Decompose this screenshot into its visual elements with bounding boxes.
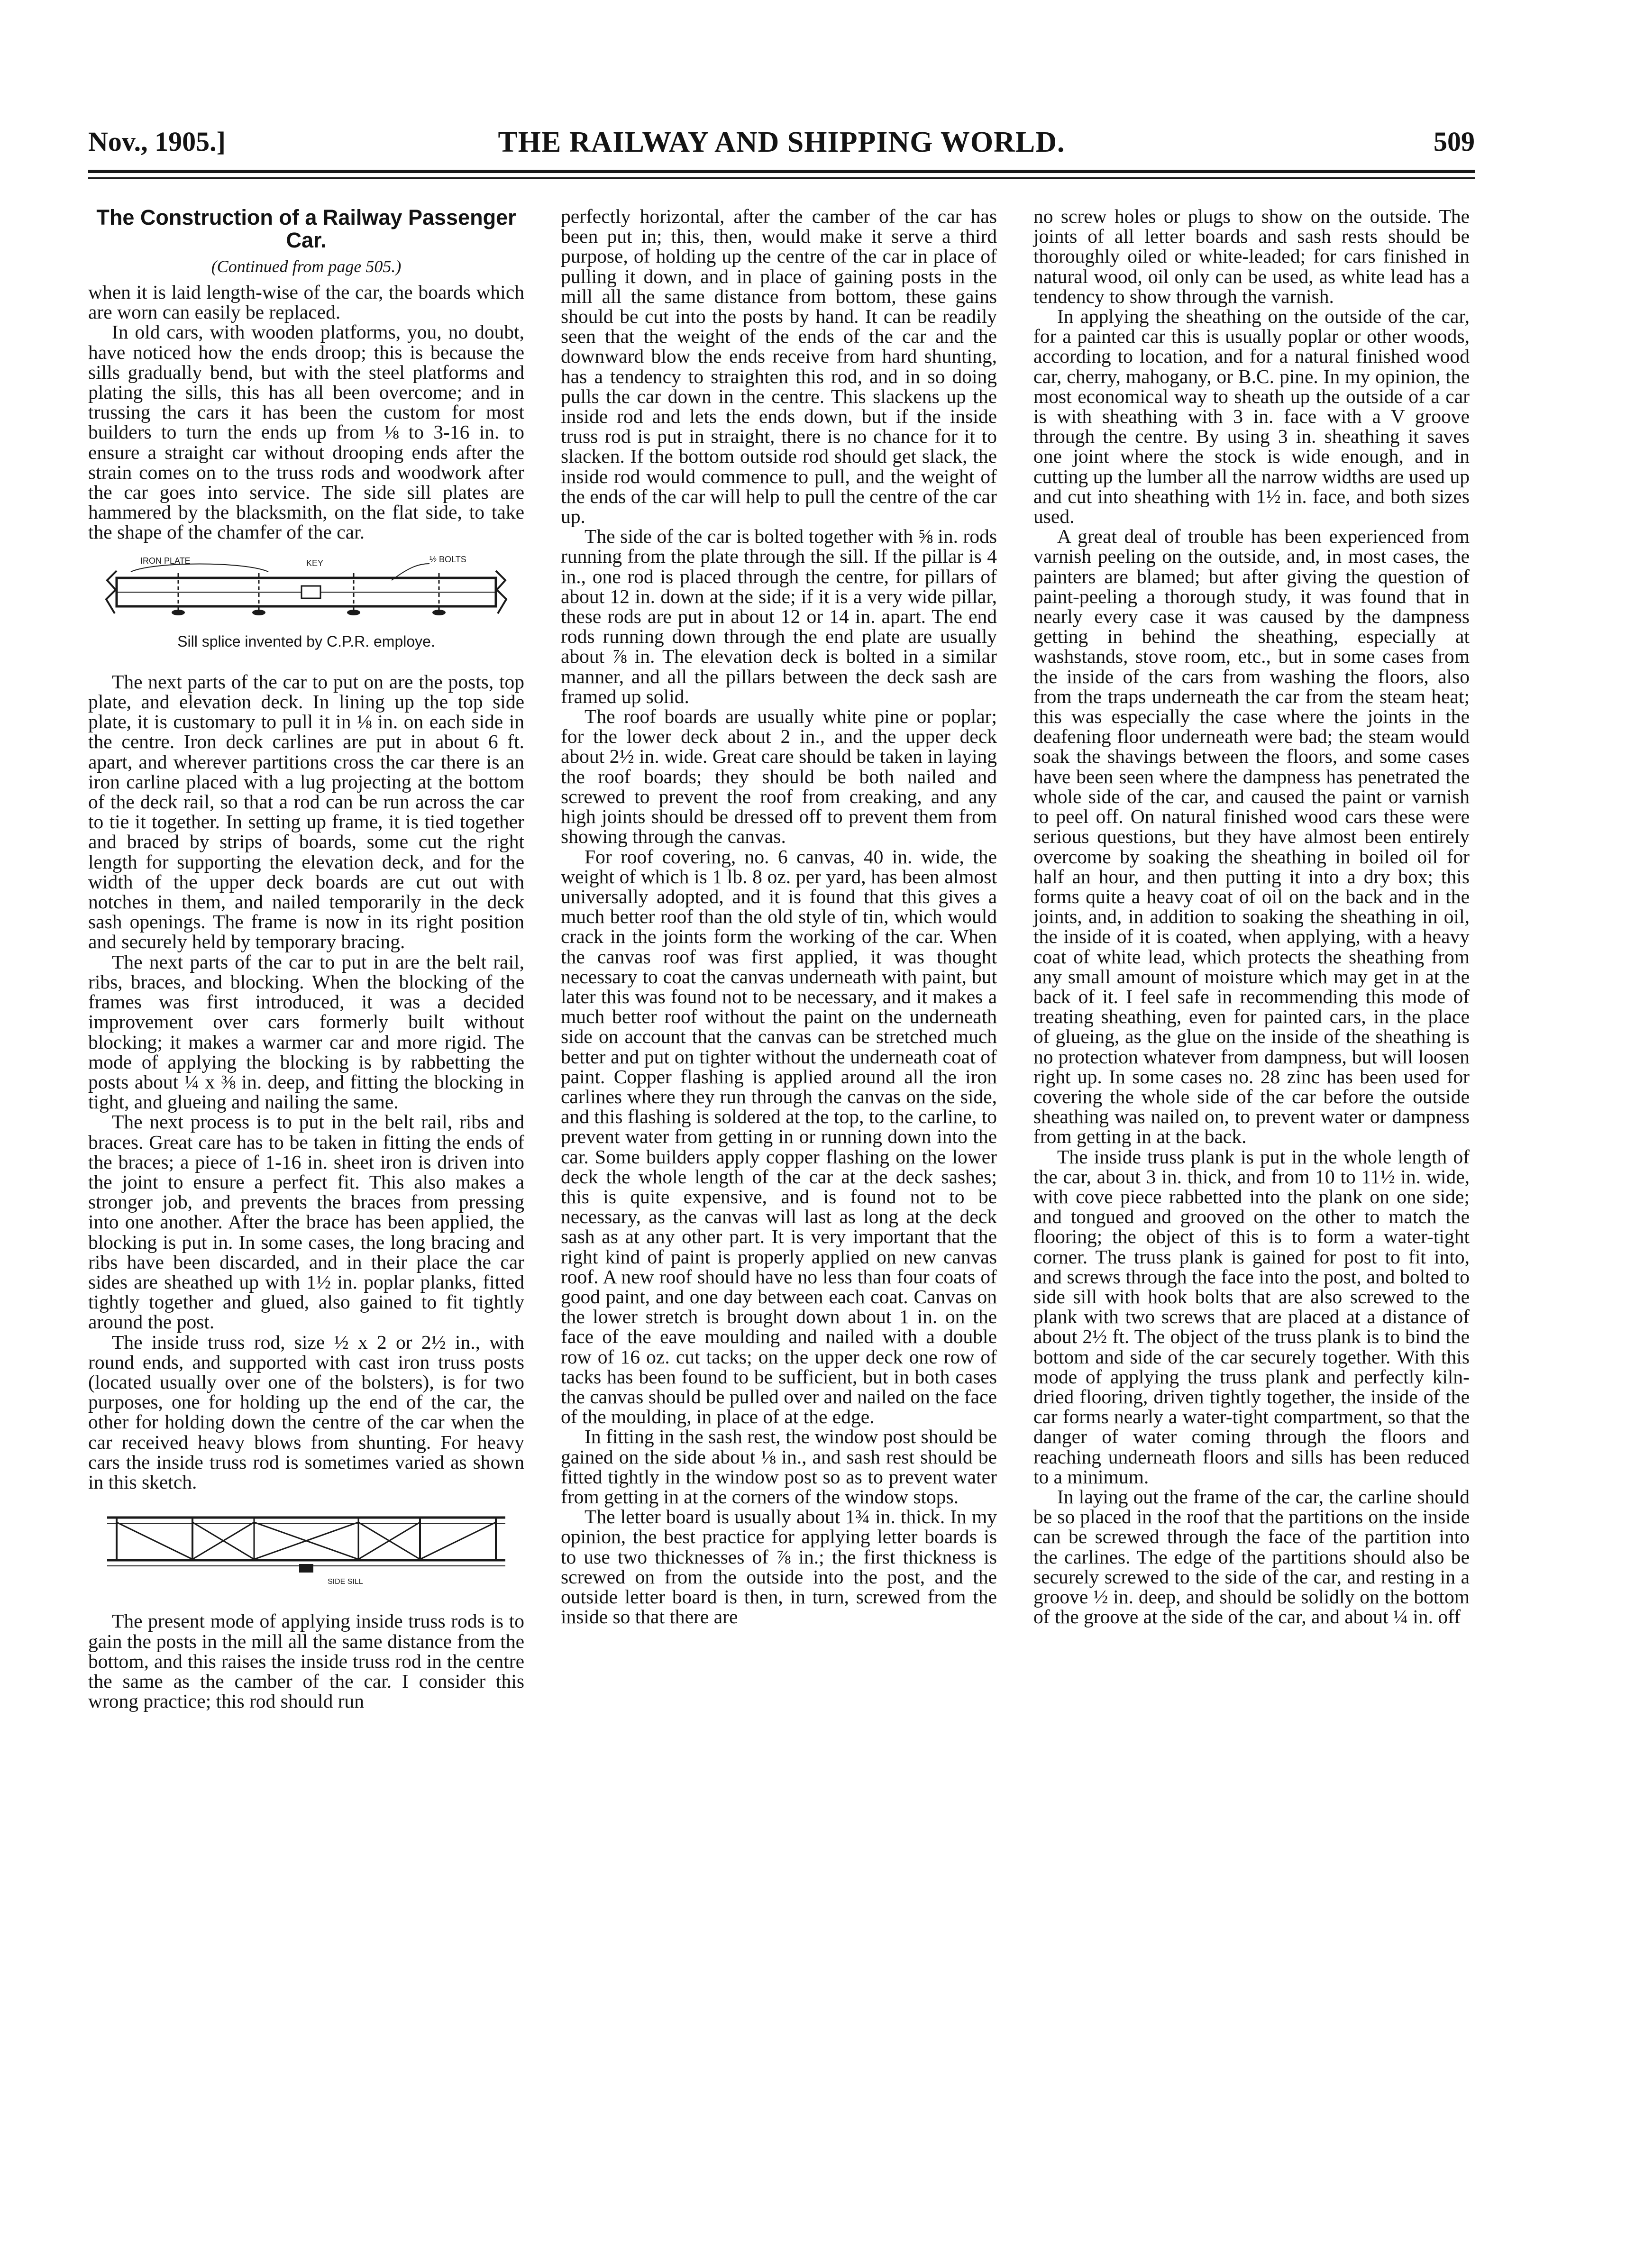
paragraph: The next parts of the car to put in are the belt rail, ribs, braces, and blocking. When the blocking of the frames was first introduced, it was a decided improvement over cars formerly built without blocking; it makes a warmer car and more rigid. The mode of applying the blocking is by rabbetting the posts about ¼ x ⅜ in. deep, and fitting the blocking in tight, and glueing and nailing the same.: [88, 951, 524, 1113]
paragraph: The next process is to put in the belt rail, ribs and braces. Great care has to be taken in fitting the ends of the braces; a piece of 1-16 in. sheet iron is driven into the joint to ensure a perfect fit. This also makes a stronger job, and prevents the braces from pressing into one another. After the brace has been applied, the blocking is put in. In some cases, the long bracing and ribs have been discarded, and in their place the car sides are sheathed up with 1½ in. poplar planks, fitted tightly together and glued, also gained to fit tightly around the post.: [88, 1111, 524, 1333]
continued-note: (Continued from page 505.): [211, 257, 402, 276]
bolts-label: ½ BOLTS: [429, 554, 466, 564]
article-title: The Construction of a Railway Passenger Car.: [96, 205, 516, 252]
header-rule-thin: [88, 177, 1475, 179]
paragraph: The next parts of the car to put on are the posts, top plate, and elevation deck. In lining up the top side plate, it is customary to pull it in ⅛ in. on each side in the centre. Iron deck carlines are put in about 6 ft. apart, and wherever partitions cross the car there is an iron carline placed with a lug projecting at the bottom of the deck rail, so that a rod can be run across the car to tie it together. In setting up frame, it is tied together and braced by strips of boards, some cut the right length for supporting the elevation deck, and for the width of the upper deck boards are cut out with notches in them, and nailed temporarily in the deck sash openings. The frame is now in its right position and securely held by temporary bracing.: [88, 670, 524, 953]
key-label: KEY: [306, 558, 324, 568]
paragraph: The side of the car is bolted together with ⅝ in. rods running from the plate through the sill. If the pillar is 4 in., one rod is placed through the centre, for pillars of about 12 in. down at the side; if it is a very wide pillar, these rods are put in about 12 or 14 in. apart. The end rods running down through the end plate are usually about ⅞ in. The elevation deck is bolted in a similar manner, and all the pillars between the deck sash are framed up solid.: [561, 525, 997, 707]
truss-rod-figure: [88, 1508, 524, 1592]
paragraph: The roof boards are usually white pine or poplar; for the lower deck about 2 in., and the upper deck about 2½ in. wide. Great care should be taken in laying the roof boards; they should be both nailed and screwed to prevent the roof from creaking, and any high joints should be dressed off to prevent them from showing through the canvas.: [561, 705, 997, 848]
column-3: [1033, 206, 1470, 1627]
paragraph: A great deal of trouble has been experienced from varnish peeling on the outside, and, in most cases, the painters are blamed; but after giving the question of paint-peeling a thorough study, it was found that in nearly every case it was caused by the dampness getting in behind the sheathing, especially at washstands, stove room, etc., but in some cases from the inside of the cars from washing the floors, also from the traps underneath the car from the steam heat; this was especially the case where the joints in the deafening floor underneath were bad; the steam would soak the shavings between the floors, and some cases have been seen where the dampness has penetrated the whole side of the car, and caused the paint or varnish to peel off. On natural finished wood cars these were serious questions, but they have almost been entirely overcome by soaking the sheathing in boiled oil for half an hour, and then putting it into a dry box; this forms quite a heavy coat of oil on the back and in the joints, and, in addition to soaking the sheathing in oil, the inside of it is coated, when applying, with a heavy coat of white lead, which protects the sheathing from any small amount of moisture which may get in at the back of it. I feel safe in recommending this mode of treating sheathing, even for painted cars, in the place of glueing, as the glue on the inside of the sheathing is no protection whatever from dampness, but will loosen right up. In some cases no. 28 zinc has been used for covering the whole side of the car before the outside sheathing was nailed on, to prevent water or dampness from getting in at the back.: [1033, 525, 1470, 1148]
paragraph: perfectly horizontal, after the camber of the car has been put in; this, then, would make it serve a third purpose, of holding up the centre of the car in place of pulling it down, and in place of gaining posts in the mill all the same distance from bottom, these gains should be cut into the posts by hand. It can be readily seen that the weight of the ends of the car and the downward blow the ends receive from hard shunting, has a tendency to straighten this rod, and in so doing pulls the car down in the centre. This slackens up the inside rod and lets the ends down, but if the inside truss rod is put in straight, there is no chance for it to slacken. If the bottom outside rod should get slack, the inside rod would commence to pull, and the weight of the ends of the car will help to pull the centre of the car up.: [561, 205, 997, 528]
issue-date: Nov., 1905.]: [88, 126, 226, 157]
paragraph: The letter board is usually about 1¾ in. thick. In my opinion, the best practice for applying letter boards is to use two thicknesses of ⅞ in.; the first thickness is screwed on from the outside into the post, and the outside letter board is then, in turn, screwed from the inside so that there are: [561, 1506, 997, 1628]
truss-rod-drawing: [88, 1508, 524, 1589]
paragraph: The inside truss plank is put in the whole length of the car, about 3 in. thick, and from 10 to 11½ in. wide, with cove piece rabbetted into the plank on one side; and tongued and grooved on the other to match the flooring; the object of this is to form a water-tight corner. The truss plank is gained for post to fit into, and screws through the face into the post, and bolted to side sill with hook bolts that are also screwed to the plank with two screws that are placed at a distance of about 2½ ft. The object of the truss plank is to bind the bottom and side of the car securely together. With this mode of applying the truss plank and perfectly kiln-dried flooring, driven tightly together, the inside of the car forms nearly a water-tight compartment, so that the danger of water coming through the floors and reaching underneath floors and sills has been reduced to a minimum.: [1033, 1145, 1470, 1488]
paragraph: In old cars, with wooden platforms, you, no doubt, have noticed how the ends droop; this is because the sills gradually bend, but with the steel platforms and plating the sills, this has all been overcome; and in trussing the cars it has been the custom for most builders to turn the ends up from ⅛ to 3-16 in. to ensure a straight car without drooping ends after the strain comes on to the truss rods and woodwork after the car goes into service. The side sill plates are hammered by the blacksmith, on the flat side, to take the shape of the chamfer of the car.: [88, 321, 524, 543]
publication-title: THE RAILWAY AND SHIPPING WORLD.: [498, 126, 1065, 158]
side-sill-label: SIDE SILL: [328, 1578, 363, 1586]
paragraph: The inside truss rod, size ½ x 2 or 2½ in., with round ends, and supported with cast iron truss posts (located usually over one of the bolsters), is for two purposes, one for holding up the end of the car, the other for holding down the centre of the car when the car received heavy blows from shunting. For heavy cars the inside truss rod is sometimes varied as shown in this sketch.: [88, 1331, 524, 1493]
sill-splice-figure: [88, 552, 524, 651]
column-1: [88, 206, 524, 1711]
paragraph: For roof covering, no. 6 canvas, 40 in. wide, the weight of which is 1 lb. 8 oz. per yard, has been almost universally adopted, and it is found that this gives a much better roof than the old style of tin, which would crack in the joints form the working of the car. When the canvas roof was first applied, it was thought necessary to coat the canvas underneath with paint, but later this was found not to be necessary, and it makes a much better roof without the paint on the underneath side on account that the canvas can be stretched much better and put on tighter without the underneath coat of paint. Copper flashing is applied around all the iron carlines where they run through the canvas on the side, and this flashing is soldered at the top, to the carline, to prevent water from getting in or running down into the car. Some builders apply copper flashing on the lower deck the whole length of the car at the deck sashes; this is quite expensive, and is found not to be necessary, as the canvas will last as long at the deck sash as at any other part. It is very important that the right kind of paint is properly applied on new canvas roof. A new roof should have no less than four coats of good paint, and one day between each coat. Canvas on the lower stretch is brought down about 1 in. on the face of the eave moulding and nailed with a double row of 16 oz. cut tacks; on the upper deck one row of tacks has been found to be sufficient, but in both cases the canvas should be pulled over and nailed on the face of the moulding, in place of at the edge.: [561, 845, 997, 1428]
paragraph: In laying out the frame of the car, the carline should be so placed in the roof that the partitions on the inside can be screwed through the face of the partition into the carlines. The edge of the partitions should also be securely screwed to the side of the car, and resting in a groove ½ in. deep, and should be solidly on the bottom of the groove at the side of the car, and about ¼ in. off: [1033, 1486, 1470, 1628]
paragraph: when it is laid length-wise of the car, the boards which are worn can easily be replaced.: [88, 281, 524, 323]
paragraph: In fitting in the sash rest, the window post should be gained on the side about ⅛ in., and sash rest should be fitted tightly in the window post so as to prevent water from getting in at the corners of the window stops.: [561, 1426, 997, 1508]
paragraph: The present mode of applying inside truss rods is to gain the posts in the mill all the same distance from the bottom, and this raises the inside truss rod in the centre the same as the camber of the car. I consider this wrong practice; this rod should run: [88, 1610, 524, 1712]
sill-splice-drawing: [88, 552, 524, 623]
paragraph: In applying the sheathing on the outside of the car, for a painted car this is usually poplar or other woods, according to location, and for a natural finished wood car, cherry, mahogany, or B.C. pine. In my opinion, the most economical way to sheath up the outside of a car is with sheathing with 3 in. face with a V groove through the centre. By using 3 in. sheathing it saves one joint where the stock is wide enough, and in cutting up the lumber all the narrow widths are used up and cut into sheathing with 1½ in. face, and both sizes used.: [1033, 305, 1470, 528]
iron-plate-label: IRON PLATE: [140, 556, 191, 566]
page-header: [88, 126, 1475, 168]
column-2: [561, 206, 997, 1627]
paragraph: no screw holes or plugs to show on the outside. The joints of all letter boards and sash rests should be thoroughly oiled or white-leaded; for cars finished in natural wood, oil only can be used, as white lead has a tendency to show through the varnish.: [1033, 205, 1470, 307]
header-rule-thick: [88, 170, 1475, 173]
page-number: 509: [1434, 126, 1475, 157]
figure-caption: Sill splice invented by C.P.R. employe.: [177, 632, 435, 650]
